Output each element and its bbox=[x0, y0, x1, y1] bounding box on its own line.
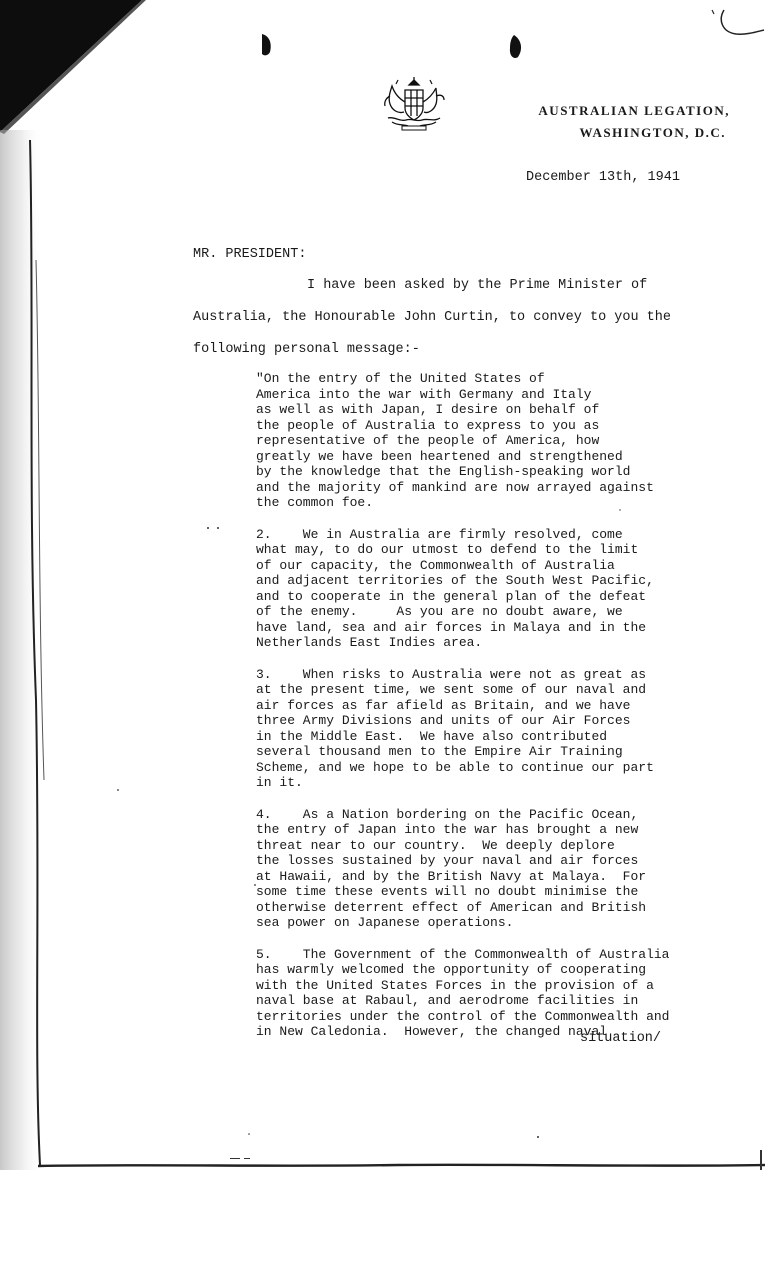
message-line: air forces as far afield as Britain, and we have bbox=[256, 697, 631, 713]
message-line: several thousand men to the Empire Air Training bbox=[256, 744, 623, 759]
message-line: 2. We in Australia are firmly resolved, come bbox=[256, 526, 623, 542]
letterhead-city: WASHINGTON, D.C. bbox=[579, 125, 726, 140]
message-line: the entry of Japan into the war has brought a new bbox=[256, 822, 639, 837]
message-line: Scheme, and we hope to be able to continue our part bbox=[256, 759, 654, 775]
message-line: America into the war with Germany and Italy bbox=[256, 386, 592, 402]
message-line: Netherlands East Indies area. bbox=[256, 635, 483, 650]
scan-left-edge bbox=[0, 0, 60, 1263]
message-line: in it. bbox=[256, 775, 303, 790]
message-line: at the present time, we sent some of our naval and bbox=[256, 682, 647, 697]
message-line: the losses sustained by your naval and air forces bbox=[256, 853, 639, 868]
message-line: "On the entry of the United States of bbox=[256, 371, 545, 386]
message-line: the common foe. bbox=[256, 495, 374, 510]
message-line: by the knowledge that the English-speaking world bbox=[256, 464, 631, 479]
message-line: threat near to our country. We deeply deplore bbox=[256, 837, 615, 853]
message-line: have land, sea and air forces in Malaya and in the bbox=[256, 619, 647, 635]
message-line: greatly we have been heartened and strengthened bbox=[256, 448, 623, 464]
message-line: the people of Australia to express to you as bbox=[256, 417, 600, 433]
message-line: representative of the people of America, how bbox=[256, 433, 600, 448]
punch-mark-right bbox=[504, 32, 526, 62]
quoted-message bbox=[256, 371, 676, 1056]
message-line: as well as with Japan, I desire on behalf of bbox=[256, 402, 600, 417]
message-line: 3. When risks to Australia were not as great as bbox=[256, 666, 647, 682]
message-paragraph-2 bbox=[256, 527, 676, 651]
message-line: of our capacity, the Commonwealth of Australia bbox=[256, 557, 615, 573]
message-line: otherwise deterrent effect of American and British bbox=[256, 899, 647, 915]
message-paragraph-1 bbox=[256, 371, 676, 511]
message-line: sea power on Japanese operations. bbox=[256, 915, 514, 930]
intro-line: I have been asked by the Prime Minister of bbox=[307, 278, 648, 293]
message-line: has warmly welcomed the opportunity of cooperating bbox=[256, 962, 647, 977]
message-line: and adjacent territories of the South West Pacific, bbox=[256, 573, 654, 588]
letter-date: December 13th, 1941 bbox=[526, 170, 680, 185]
letterhead-legation: AUSTRALIAN LEGATION, bbox=[538, 103, 730, 118]
message-line: naval base at Rabaul, and aerodrome facilities in bbox=[256, 993, 639, 1008]
message-line: territories under the control of the Commonwealth and bbox=[256, 1008, 670, 1024]
message-paragraph-3 bbox=[256, 667, 676, 791]
message-paragraph-4 bbox=[256, 807, 676, 931]
intro-line: following personal message:- bbox=[193, 342, 420, 357]
message-line: with the United States Forces in the provision of a bbox=[256, 977, 654, 993]
message-line: some time these events will no doubt minimise the bbox=[256, 884, 639, 899]
page-bottom-edge bbox=[38, 1163, 765, 1169]
message-line: three Army Divisions and units of our Air Forces bbox=[256, 713, 631, 728]
message-line: what may, to do our utmost to defend to the limit bbox=[256, 542, 639, 557]
intro-line: Australia, the Honourable John Curtin, to convey to you the bbox=[193, 310, 671, 325]
message-paragraph-5 bbox=[256, 947, 676, 1040]
message-line: and the majority of mankind are now arrayed against bbox=[256, 479, 654, 495]
punch-mark-left bbox=[256, 30, 276, 60]
message-line: and to cooperate in the general plan of the defeat bbox=[256, 588, 647, 604]
coat-of-arms-icon bbox=[378, 76, 450, 134]
salutation: MR. PRESIDENT: bbox=[193, 247, 307, 262]
intro-paragraph bbox=[193, 276, 673, 372]
message-line: of the enemy. As you are no doubt aware, we bbox=[256, 604, 623, 619]
continuation-catchword: situation/ bbox=[580, 1031, 662, 1046]
pen-mark bbox=[708, 4, 765, 40]
message-line: 4. As a Nation bordering on the Pacific Ocean, bbox=[256, 806, 639, 822]
message-line: in New Caledonia. However, the changed naval bbox=[256, 1024, 608, 1039]
message-line: in the Middle East. We have also contributed bbox=[256, 728, 608, 744]
message-line: 5. The Government of the Commonwealth of Australia bbox=[256, 946, 670, 962]
message-line: at Hawaii, and by the British Navy at Malaya. For bbox=[256, 868, 647, 884]
